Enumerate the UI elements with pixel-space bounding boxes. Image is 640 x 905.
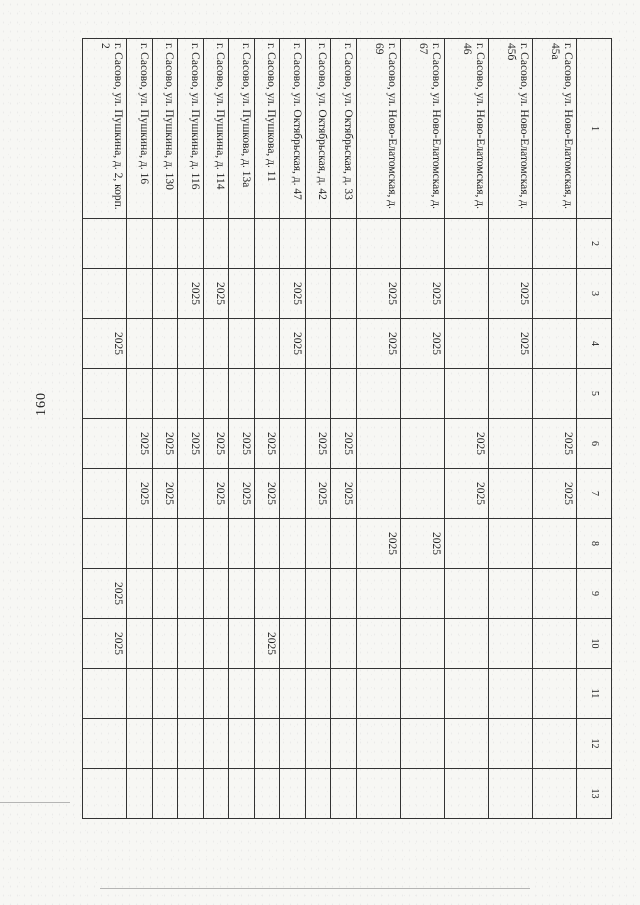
year-cell [178,719,204,769]
year-cell [305,719,331,769]
table-row [400,39,444,819]
year-cell [280,569,306,619]
year-cell [127,769,153,819]
year-cell [444,769,488,819]
year-cell [203,769,229,819]
year-cell [444,519,488,569]
year-cell [254,569,280,619]
scan-artifact [100,888,530,889]
year-cell [254,519,280,569]
year-cell [229,519,255,569]
year-cell [229,269,255,319]
year-cell [152,769,178,819]
year-cell [203,369,229,419]
year-cell [83,769,127,819]
address-cell: г. Сасово, ул. Пушкова, д. 13а [229,39,255,219]
table-row [254,39,280,819]
year-cell [254,719,280,769]
year-cell [400,569,444,619]
year-cell [127,719,153,769]
year-cell [444,719,488,769]
year-cell [127,269,153,319]
column-number: 2 [577,219,612,269]
year-cell [532,719,576,769]
year-cell [83,519,127,569]
year-cell [356,219,400,269]
year-cell [488,719,532,769]
year-cell [305,219,331,269]
address-cell: г. Сасово, ул. Октябрьская, д. 47 [280,39,306,219]
address-cell: г. Сасово, ул. Пушкина, д. 16 [127,39,153,219]
year-cell [203,569,229,619]
year-cell: 2025 [203,419,229,469]
year-cell [203,619,229,669]
year-cell [178,669,204,719]
year-cell [305,669,331,719]
column-number: 3 [577,269,612,319]
year-cell [178,569,204,619]
year-cell [280,469,306,519]
year-cell [488,469,532,519]
page-number: 160 [34,392,49,416]
year-cell [152,569,178,619]
year-cell [400,769,444,819]
year-cell [280,219,306,269]
year-cell: 2025 [400,319,444,369]
year-cell [305,769,331,819]
year-cell [331,369,357,419]
year-cell [254,369,280,419]
year-cell [400,469,444,519]
year-cell: 2025 [83,619,127,669]
year-cell [488,569,532,619]
year-cell [178,769,204,819]
year-cell [488,419,532,469]
year-cell: 2025 [83,319,127,369]
year-cell [152,619,178,669]
year-cell [532,769,576,819]
year-cell [178,319,204,369]
year-cell [152,669,178,719]
year-cell [444,269,488,319]
year-cell [331,769,357,819]
table-row [83,39,127,819]
year-cell [152,519,178,569]
year-cell [83,469,127,519]
year-cell: 2025 [152,419,178,469]
year-cell: 2025 [305,469,331,519]
table-row [178,39,204,819]
repair-schedule-table [82,38,612,819]
year-cell: 2025 [444,469,488,519]
year-cell [127,619,153,669]
year-cell [229,669,255,719]
scan-artifact [0,802,70,803]
year-cell [254,269,280,319]
year-cell [152,369,178,419]
year-cell: 2025 [152,469,178,519]
year-cell: 2025 [229,419,255,469]
year-cell: 2025 [254,419,280,469]
address-cell: г. Сасово, ул. Пушкина, д. 2, корп. 2 [83,39,127,219]
address-cell: г. Сасово, ул. Октябрьская, д. 33 [331,39,357,219]
year-cell: 2025 [331,419,357,469]
year-cell [444,619,488,669]
column-number: 5 [577,369,612,419]
address-cell: г. Сасово, ул. Ново-Елатомская, д. 45б [488,39,532,219]
year-cell [532,519,576,569]
address-cell: г. Сасово, ул. Ново-Елатомская, д. 45а [532,39,576,219]
year-cell [400,369,444,419]
year-cell [532,269,576,319]
year-cell [488,369,532,419]
year-cell: 2025 [203,469,229,519]
address-cell: г. Сасово, ул. Пушкова, д. 11 [254,39,280,219]
year-cell [254,769,280,819]
year-cell [178,519,204,569]
year-cell: 2025 [488,319,532,369]
year-cell: 2025 [400,269,444,319]
year-cell: 2025 [203,269,229,319]
year-cell: 2025 [254,469,280,519]
year-cell: 2025 [356,269,400,319]
year-cell [331,569,357,619]
year-cell [152,719,178,769]
year-cell [444,569,488,619]
year-cell [83,369,127,419]
year-cell [83,419,127,469]
year-cell [488,219,532,269]
year-cell [127,319,153,369]
year-cell [127,569,153,619]
year-cell [254,319,280,369]
year-cell [305,519,331,569]
year-cell [229,369,255,419]
year-cell: 2025 [532,469,576,519]
year-cell [305,369,331,419]
year-cell [305,619,331,669]
table-row [280,39,306,819]
year-cell [488,519,532,569]
column-number: 11 [577,669,612,719]
year-cell [280,419,306,469]
column-number: 12 [577,719,612,769]
year-cell [444,669,488,719]
year-cell [203,719,229,769]
year-cell: 2025 [444,419,488,469]
year-cell: 2025 [532,419,576,469]
year-cell [254,669,280,719]
year-cell [203,669,229,719]
table-header-row [577,39,612,819]
year-cell: 2025 [356,519,400,569]
year-cell: 2025 [254,619,280,669]
year-cell [152,219,178,269]
year-cell: 2025 [280,319,306,369]
column-number: 8 [577,519,612,569]
table-row [356,39,400,819]
year-cell [356,469,400,519]
year-cell [229,319,255,369]
year-cell [178,219,204,269]
year-cell [356,569,400,619]
table-row [305,39,331,819]
year-cell [254,219,280,269]
year-cell [532,569,576,619]
year-cell [305,319,331,369]
year-cell [444,369,488,419]
address-cell: г. Сасово, ул. Пушкина, д. 130 [152,39,178,219]
year-cell [229,619,255,669]
table-row [444,39,488,819]
year-cell [127,669,153,719]
year-cell [488,769,532,819]
year-cell [532,619,576,669]
year-cell: 2025 [488,269,532,319]
year-cell [488,619,532,669]
year-cell [229,719,255,769]
column-number: 9 [577,569,612,619]
column-number: 6 [577,419,612,469]
year-cell [331,519,357,569]
table-row [203,39,229,819]
year-cell [331,619,357,669]
table-row [488,39,532,819]
address-cell: г. Сасово, ул. Октябрьская, д. 42 [305,39,331,219]
year-cell [127,219,153,269]
year-cell: 2025 [400,519,444,569]
year-cell [280,769,306,819]
year-cell: 2025 [280,269,306,319]
address-cell: г. Сасово, ул. Пушкина, д. 116 [178,39,204,219]
year-cell [280,669,306,719]
year-cell [152,269,178,319]
year-cell [203,519,229,569]
year-cell [532,319,576,369]
table-row [532,39,576,819]
table-row [331,39,357,819]
address-cell: г. Сасово, ул. Ново-Елатомская, д. 69 [356,39,400,219]
year-cell [488,669,532,719]
year-cell: 2025 [229,469,255,519]
year-cell [400,619,444,669]
table-row [152,39,178,819]
year-cell [83,719,127,769]
year-cell [152,319,178,369]
column-number: 1 [577,39,612,219]
rotated-table-container [82,38,612,818]
year-cell: 2025 [305,419,331,469]
year-cell [305,569,331,619]
year-cell [331,669,357,719]
year-cell [229,769,255,819]
address-cell: г. Сасово, ул. Пушкина, д. 114 [203,39,229,219]
address-cell: г. Сасово, ул. Ново-Елатомская, д. 67 [400,39,444,219]
table-row [229,39,255,819]
year-cell [400,219,444,269]
table-row [127,39,153,819]
year-cell: 2025 [178,269,204,319]
column-number: 7 [577,469,612,519]
year-cell [356,719,400,769]
year-cell: 2025 [127,419,153,469]
year-cell [331,719,357,769]
year-cell: 2025 [178,419,204,469]
year-cell [127,519,153,569]
year-cell: 2025 [356,319,400,369]
year-cell [305,269,331,319]
year-cell [127,369,153,419]
year-cell [532,669,576,719]
year-cell [356,369,400,419]
year-cell [229,569,255,619]
year-cell [532,219,576,269]
year-cell [331,269,357,319]
column-number: 13 [577,769,612,819]
year-cell: 2025 [331,469,357,519]
year-cell [356,669,400,719]
year-cell [532,369,576,419]
address-cell: г. Сасово, ул. Ново-Елатомская, д. 46 [444,39,488,219]
year-cell [280,719,306,769]
year-cell [331,319,357,369]
year-cell [83,219,127,269]
year-cell [444,219,488,269]
year-cell [356,419,400,469]
year-cell [444,319,488,369]
year-cell [400,419,444,469]
column-number: 4 [577,319,612,369]
year-cell [83,669,127,719]
year-cell [229,219,255,269]
year-cell [280,619,306,669]
year-cell [331,219,357,269]
year-cell [203,319,229,369]
year-cell [280,519,306,569]
year-cell [356,619,400,669]
year-cell [356,769,400,819]
year-cell [203,219,229,269]
year-cell [178,619,204,669]
year-cell: 2025 [127,469,153,519]
year-cell [83,269,127,319]
year-cell [178,469,204,519]
year-cell: 2025 [83,569,127,619]
year-cell [400,719,444,769]
year-cell [178,369,204,419]
column-number: 10 [577,619,612,669]
year-cell [280,369,306,419]
year-cell [400,669,444,719]
